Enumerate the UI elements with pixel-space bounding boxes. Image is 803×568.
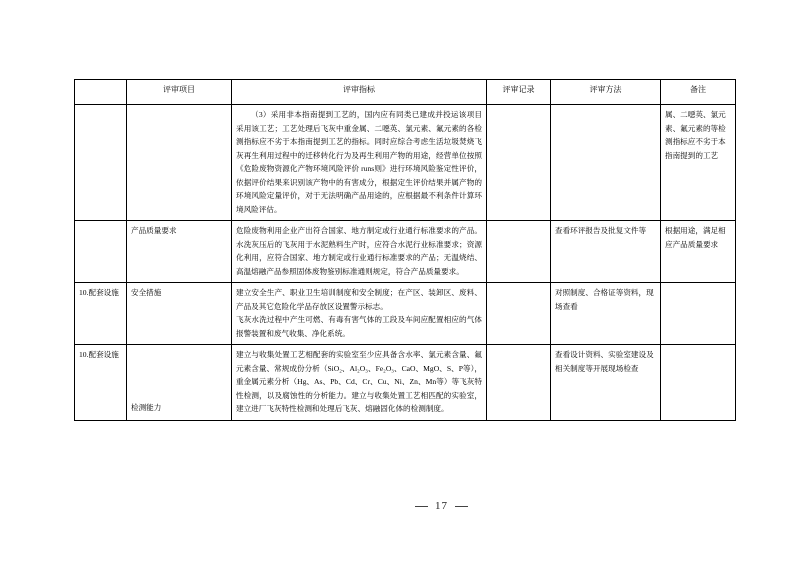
page-dash-right-icon <box>455 506 468 507</box>
indicator-paragraph: 飞灰水洗过程中产生可燃、有毒有害气体的工段及车间应配置相应的气体报警装置和废气收集、净化系统。 <box>236 315 482 338</box>
remark-paragraph: 根据用途，满足相应产品质量要求 <box>665 226 726 249</box>
remark-paragraph: 属、二噁英、氯元素、氟元素的等检测指标应不劣于本指南提到的工艺 <box>665 110 726 160</box>
review-table-container <box>74 79 735 421</box>
row-item <box>127 105 232 221</box>
row-method: 查看环评报告及批复文件等 <box>551 221 661 283</box>
indicator-paragraph: 危险废物利用企业产出符合国家、地方制定或行业通行标准要求的产品。水洗灰压后的飞灰用于水泥熟料生产时，应符合水泥行业标准要求；资源化利用，应符合国家、地方制定或行业通行标准要求的产品；无温烧结、高温熔融产品参照固体废物鉴别标准通则规定，符合产品质量要求。 <box>236 226 482 276</box>
row-record <box>487 345 551 421</box>
row-record <box>487 105 551 221</box>
table-row <box>75 283 736 345</box>
table-row <box>75 105 736 221</box>
page-dash-left-icon <box>415 506 428 507</box>
header-method: 评审方法 <box>551 80 661 105</box>
header-item: 评审项目 <box>127 80 232 105</box>
row-item: 产品质量要求 <box>127 221 232 283</box>
page-number <box>0 500 803 512</box>
page-number-inner <box>408 500 475 512</box>
header-record: 评审记录 <box>487 80 551 105</box>
table-row <box>75 345 736 421</box>
row-remark <box>661 283 736 345</box>
indicator-paragraph: 建立安全生产、职业卫生培训制度和安全制度；在产区、装卸区、废料、产品及其它危险化学品存放区设置警示标志。 <box>236 288 482 311</box>
row-remark <box>661 105 736 221</box>
row-remark <box>661 345 736 421</box>
row-method: 对照制度、合格证等资料，现场查看 <box>551 283 661 345</box>
row-indicator <box>232 221 487 283</box>
indicator-paragraph: 建立与收集处置工艺相配套的实验室至少应具备含水率、氯元素含量、氟元素含量、常规成份分析（SiO₂、Al₂O₃、Fe₂O₃、CaO、MgO、S、P等），重金属元素分析（Hg、As、Pb、Cd、Cr、Cu、Ni、Zn、Mn等）等飞灰特性检测，以及腐蚀性的分析能力。建立与收集处置工艺相匹配的实验室，建立进厂飞灰特性检测和处理后飞灰、熔融固化体的检测制度。 <box>236 350 482 414</box>
indicator-paragraph: （3）采用非本指南提到工艺的，国内应有同类已建成并投运该项目采用该工艺；工艺处理后飞灰中重金属、二噁英、氯元素、氟元素的各检测指标应不劣于本指南提到工艺的指标。同时应综合考虑生活垃圾焚烧飞灰再生利用过程中的迁移转化行为及再生利用产物的用途，经营单位按照《危险废物资源化产物环境风险评价 runs则》进行环境风险鉴定性评价，依据评价结果来识别该产物中的有害成分，根据定生评价结果并属产物的环境风险定量评价，对于无法明确产品用途的，应根据最不利条件计算环境风险评估。 <box>236 110 482 214</box>
row-remark <box>661 221 736 283</box>
row-method: 查看设计资料、实验室建设及相关制度等开展现场检查 <box>551 345 661 421</box>
row-category <box>75 105 127 221</box>
table-row <box>75 221 736 283</box>
table-header-row <box>75 80 736 105</box>
row-indicator <box>232 345 487 421</box>
header-indicator: 评审指标 <box>232 80 487 105</box>
row-record <box>487 221 551 283</box>
row-record <box>487 283 551 345</box>
row-indicator <box>232 105 487 221</box>
header-remark: 备注 <box>661 80 736 105</box>
row-category: 10.配套设施 <box>75 283 127 345</box>
row-method <box>551 105 661 221</box>
review-table <box>74 79 736 421</box>
table-body <box>75 105 736 421</box>
row-category: 10.配套设施 <box>75 345 127 421</box>
table-header <box>75 80 736 105</box>
row-item: 检测能力 <box>127 345 232 421</box>
row-item: 安全措施 <box>127 283 232 345</box>
header-corner-cell <box>75 80 127 105</box>
page-number-value: 17 <box>435 500 448 512</box>
row-category <box>75 221 127 283</box>
row-indicator <box>232 283 487 345</box>
